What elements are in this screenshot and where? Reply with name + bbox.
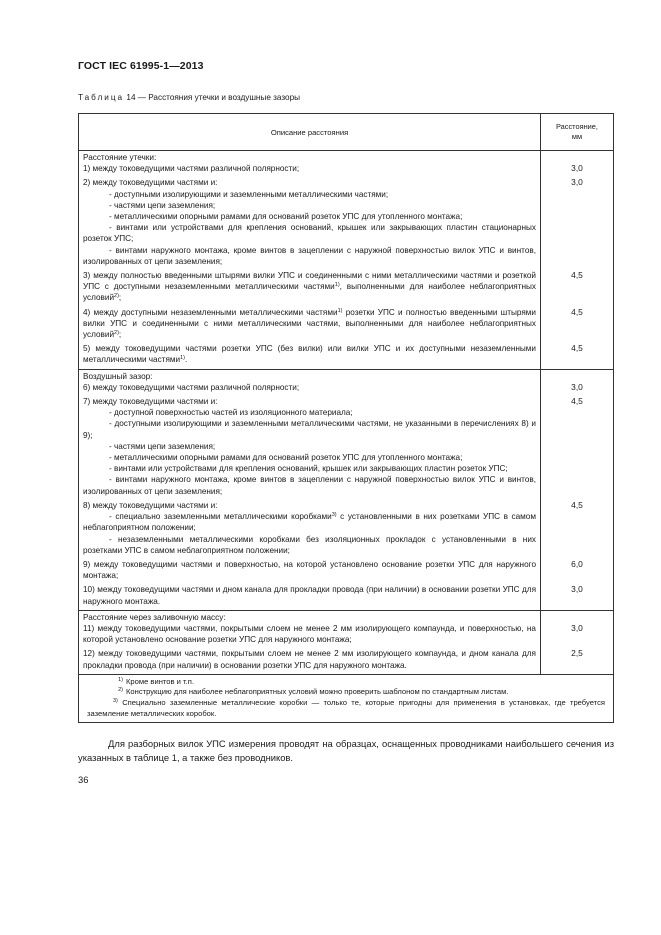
- row-text: 8) между токоведущими частями и:: [83, 500, 218, 510]
- row-value: 4,5: [571, 499, 583, 510]
- table-row: [79, 559, 613, 584]
- row-sub-text-cont: с установленными в них розетками УПС в самом неблагоприятном положении;: [83, 512, 536, 533]
- row-text: 7) между токоведущими частями и:: [83, 397, 218, 407]
- col-distance-header-line1: Расстояние,: [556, 122, 598, 131]
- group-title: Воздушный зазор:: [79, 370, 541, 382]
- group-compound: [79, 611, 613, 675]
- row-text: 3) между полностью введенными штырями вилки УПС и соединенными с ними металлическими частями и розеткой УПС с доступными незаземленными металлическими частями: [83, 271, 536, 292]
- row-text-end: ;: [118, 293, 122, 303]
- col-distance-header-line2: мм: [571, 132, 583, 141]
- row-text: 1) между токоведущими частями различной полярности;: [83, 164, 300, 174]
- row-sub-item: - винтами наружного монтажа, кроме винтов в зацеплении с наружной поверхностью вилок УПС и винтов, изолированных от цепи заземления;: [83, 245, 536, 266]
- row-value: 4,5: [571, 306, 583, 317]
- row-value: 4,5: [571, 343, 583, 354]
- footnote: [87, 677, 605, 688]
- distances-table: [78, 113, 614, 723]
- table-row: [79, 177, 613, 270]
- table-row: [79, 343, 613, 368]
- footnote-mark: 1): [118, 676, 123, 683]
- row-text: 2) между токоведущими частями и:: [83, 178, 218, 188]
- page-number: 36: [78, 774, 89, 785]
- row-sub-item: - доступной поверхностью частей из изоляционного материала;: [109, 408, 353, 418]
- row-value: 6,0: [571, 558, 583, 569]
- row-sub-item: - доступными изолирующими и заземленными металлическими частями, не указанными в перечислениях 8) и 9);: [83, 419, 536, 440]
- row-text-cont: .: [185, 355, 188, 365]
- footnote-text: Кроме винтов и т.п.: [126, 676, 194, 686]
- group-creepage: [79, 151, 613, 370]
- col-description-header: Описание расстояния: [79, 114, 541, 150]
- group-title: Расстояние через заливочную массу:: [79, 611, 541, 623]
- row-text: 12) между токоведущими частями, покрытыми слоем не менее 2 мм изолирующего компаунда, и дном канала для прокладки провода (при наличии) в основании розетки УПС для наружного монтажа.: [83, 649, 536, 670]
- row-sub-item: - металлическими опорными рамами для оснований розеток УПС для утопленного монтажа;: [109, 212, 463, 222]
- footnote-ref: 1): [180, 355, 185, 362]
- row-text: 5) между токоведущими частями розетки УПС (без вилки) или вилки УПС и их доступными незаземленными металлическими частями: [83, 344, 536, 365]
- footnote-text: Конструкцию для наиболее неблагоприятных условий можно проверить шаблоном по стандартным листам.: [126, 687, 509, 697]
- row-sub-item: - винтами или устройствами для крепления оснований, крышек или закрывающих пластин розеток УПС;: [109, 464, 508, 474]
- standard-designation: ГОСТ IEC 61995-1—2013: [78, 60, 204, 72]
- table-row: [79, 382, 613, 396]
- row-sub-item: - металлическими опорными рамами для оснований розеток УПС для утопленного монтажа;: [109, 453, 463, 463]
- footnote: [87, 687, 605, 698]
- row-text: 11) между токоведущими частями, покрытыми слоем не менее 2 мм изолирующего компаунда, и поверхностью, на которой установлено основание розетки УПС для наружного монтажа;: [83, 623, 536, 645]
- footnote-ref: 2): [114, 293, 119, 300]
- footnote-ref: 3): [331, 512, 337, 519]
- row-sub-item: - частями цепи заземления;: [109, 441, 216, 451]
- row-value: 3,0: [571, 381, 583, 392]
- row-value: 3,0: [571, 622, 583, 633]
- row-value: 2,5: [571, 648, 583, 659]
- row-value: 3,0: [571, 177, 583, 188]
- row-text: 9) между токоведущими частями и поверхностью, на которой установлено основание розетки УПС для наружного монтажа;: [83, 559, 536, 581]
- table-row: [79, 584, 613, 609]
- body-paragraph: Для разборных вилок УПС измерения проводят на образцах, оснащенных проводниками наибольшего сечения из указанных в таблице 1, а также без проводников.: [78, 738, 614, 763]
- footnote-ref: 2): [114, 330, 119, 337]
- row-value: 4,5: [571, 270, 583, 281]
- table-footnotes: [79, 675, 613, 722]
- footnote-text: Специально заземленные металлические коробки — только те, которые пригодны для применения в установках, где требуется заземление металлических коробок.: [87, 697, 605, 718]
- table-caption: [78, 93, 300, 102]
- footnote: [87, 698, 605, 719]
- row-sub-item: - винтами наружного монтажа, кроме винтов в зацеплении с наружной поверхностью вилок УПС и винтов, изолированных от цепи заземления;: [83, 475, 536, 496]
- table-row: [79, 648, 613, 673]
- row-text-end: ;: [118, 330, 122, 340]
- row-value: 3,0: [571, 163, 583, 174]
- table-row: [79, 623, 613, 648]
- footnote-ref: 1): [337, 307, 343, 314]
- table-row: [79, 270, 613, 307]
- col-distance-header: [541, 114, 613, 150]
- row-sub-item: - частями цепи заземления;: [109, 200, 216, 210]
- row-text: 6) между токоведущими частями различной полярности;: [83, 382, 300, 392]
- row-sub-item: [83, 511, 536, 533]
- row-value: 3,0: [571, 584, 583, 595]
- table-row: [79, 307, 613, 344]
- row-text: 10) между токоведущими частями и дном канала для прокладки провода (при наличии) в основании розетки УПС для наружного монтажа.: [83, 585, 536, 606]
- table-row: [79, 500, 613, 559]
- row-text-cont: , выполненными для наиболее неблагоприятных условий: [83, 282, 536, 303]
- table-row: [79, 396, 613, 500]
- row-sub-item: - винтами или устройствами для крепления оснований, крышек или закрывающих пластин стационарных розеток УПС;: [83, 223, 536, 244]
- row-text-cont: розетки УПС и полностью введенными штырями вилки УПС и соединенными с ними металлическими частями, выполненными для наиболее неблагоприятных условий: [83, 307, 536, 340]
- group-title: Расстояние утечки:: [79, 151, 541, 163]
- table-caption-text: 14 — Расстояния утечки и воздушные зазоры: [124, 93, 301, 102]
- group-clearance: [79, 370, 613, 611]
- footnote-ref: 1): [334, 282, 340, 289]
- row-sub-text: - специально заземленными металлическими коробками: [109, 512, 332, 522]
- footnote-mark: 3): [113, 697, 118, 704]
- row-text: 4) между доступными незаземленными металлическими частями: [83, 307, 338, 317]
- row-value: 4,5: [571, 396, 583, 407]
- footnote-mark: 2): [118, 687, 123, 694]
- row-sub-item: - незаземленными металлическими коробками без изоляционных прокладок с установленными в них розетками УПС в самом неблагоприятном положении;: [83, 534, 536, 555]
- table-row: [79, 163, 613, 177]
- table-caption-word: Таблица: [78, 93, 125, 102]
- table-header: [79, 114, 613, 151]
- row-sub-item: - доступными изолирующими и заземленными металлическими частями;: [109, 189, 389, 199]
